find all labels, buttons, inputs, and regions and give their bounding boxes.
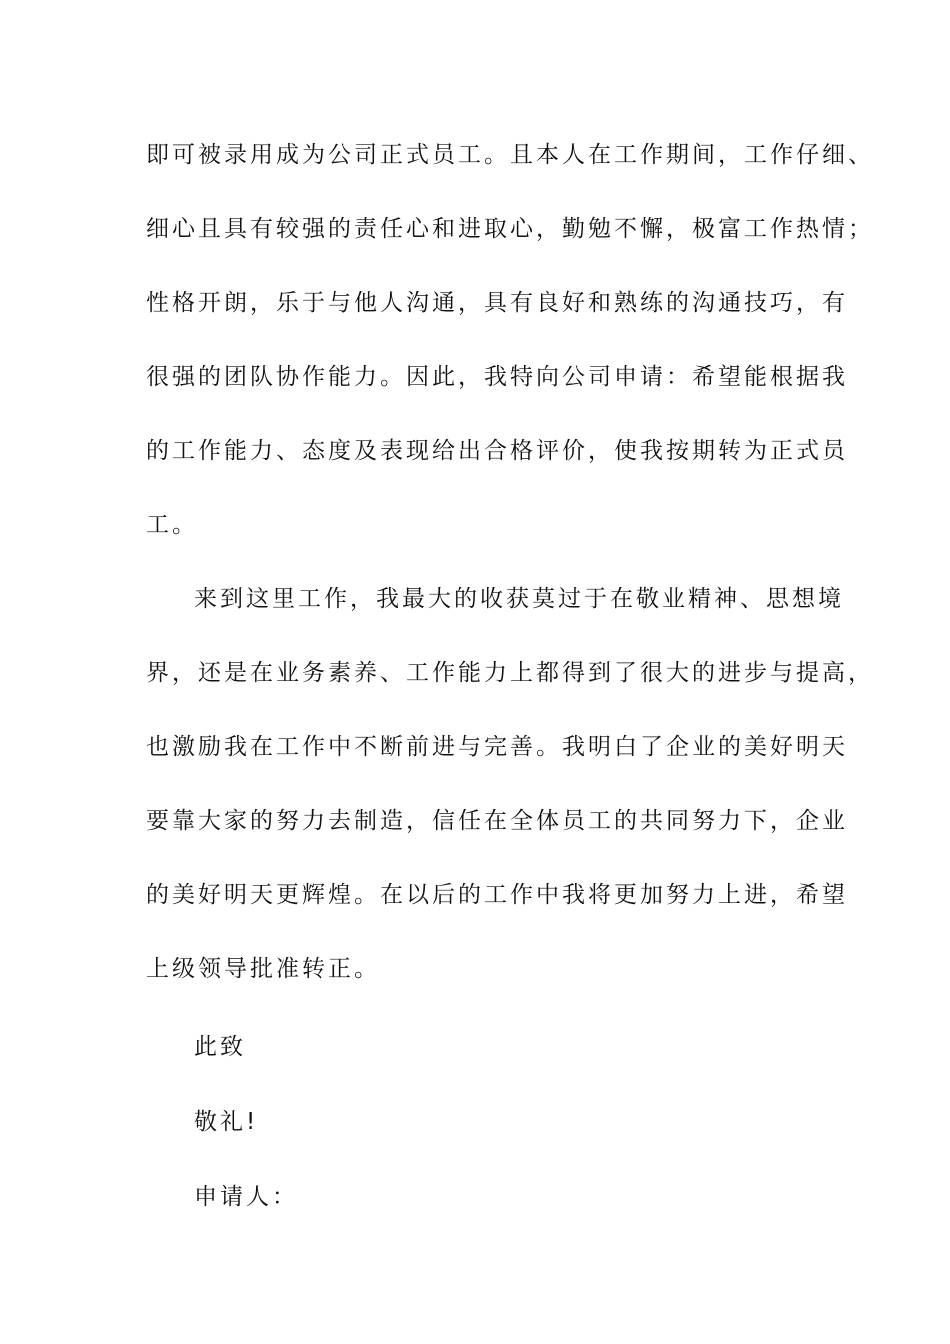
paragraph-line: 上级领导批准转正。: [146, 956, 380, 982]
paragraph-line: 要靠大家的努力去制造，信任在全体员工的共同努力下，企业: [146, 808, 848, 834]
paragraph-line: 的美好明天更辉煌。在以后的工作中我将更加努力上进，希望: [146, 882, 848, 908]
paragraph-line: 即可被录用成为公司正式员工。且本人在工作期间，工作仔细、: [146, 142, 874, 168]
paragraph-line: 很强的团队协作能力。因此，我特向公司申请：希望能根据我: [146, 364, 848, 390]
paragraph-line: 来到这里工作，我最大的收获莫过于在敬业精神、思想境: [194, 586, 844, 612]
paragraph-line: 也激励我在工作中不断前进与完善。我明白了企业的美好明天: [146, 734, 848, 760]
closing-salutation: 此致: [194, 1034, 246, 1060]
paragraph-line: 界，还是在业务素养、工作能力上都得到了很大的进步与提高，: [146, 660, 874, 686]
paragraph-line: 细心且具有较强的责任心和进取心，勤勉不懈，极富工作热情；: [146, 216, 874, 242]
paragraph-line: 性格开朗，乐于与他人沟通，具有良好和熟练的沟通技巧，有: [146, 290, 848, 316]
paragraph-line: 工。: [146, 512, 198, 538]
paragraph-line: 的工作能力、态度及表现给出合格评价，使我按期转为正式员: [146, 438, 848, 464]
applicant-label: 申请人：: [194, 1184, 298, 1210]
closing-regards: 敬礼!: [194, 1109, 259, 1135]
